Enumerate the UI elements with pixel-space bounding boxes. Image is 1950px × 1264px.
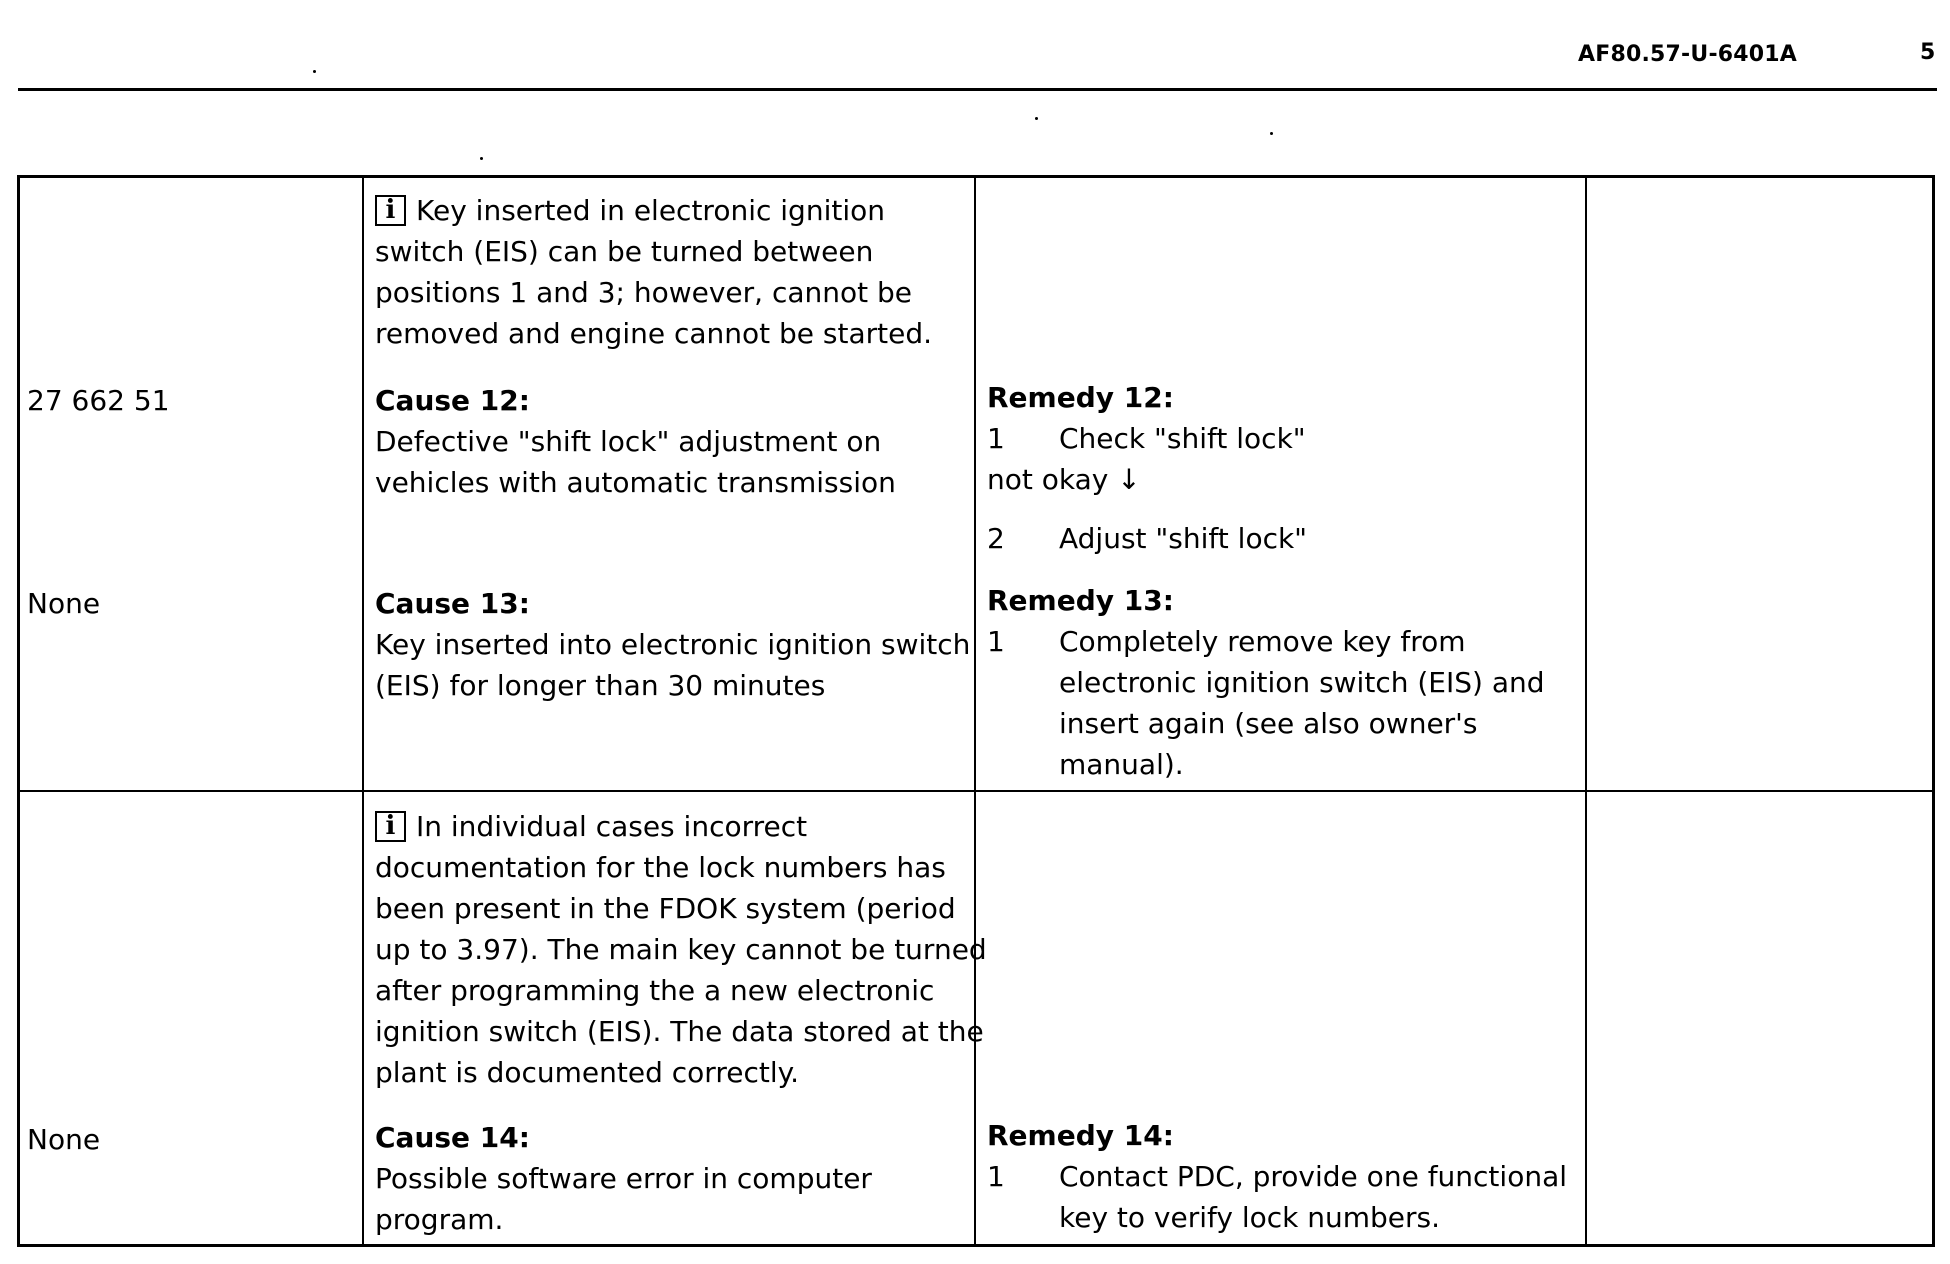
cause-13 [375, 583, 970, 706]
step-number: 1 [987, 1160, 1005, 1193]
info-note-line: after programming the a new electronic [375, 974, 935, 1007]
scan-speck [1035, 117, 1038, 120]
info-icon: i [375, 811, 406, 842]
remedy-12-not-okay: not okay ↓ [987, 463, 1141, 496]
cause-12 [375, 380, 896, 503]
info-note-line: documentation for the lock numbers has [375, 851, 946, 884]
remedy-13-title: Remedy 13: [987, 584, 1174, 617]
page-number: 5 [1920, 40, 1936, 65]
info-note-line: In individual cases incorrect [416, 810, 808, 843]
header-divider [18, 88, 1937, 91]
remedy-14 [987, 1115, 1567, 1238]
scan-speck [313, 70, 316, 73]
cause-12-line: Defective "shift lock" adjustment on [375, 425, 882, 458]
remedy-14-step-1 [987, 1156, 1567, 1238]
info-note-line: removed and engine cannot be started. [375, 317, 933, 350]
info-note-line: Key inserted in electronic ignition [416, 194, 885, 227]
cause-12-line: vehicles with automatic transmission [375, 466, 896, 499]
cause-13-title: Cause 13: [375, 587, 530, 620]
scan-speck [480, 157, 483, 160]
info-note-line: up to 3.97). The main key cannot be turned [375, 933, 987, 966]
info-note-1 [375, 190, 932, 354]
info-icon: i [375, 195, 406, 226]
remedy-12-step-2 [987, 518, 1307, 559]
cause-14-line: Possible software error in computer [375, 1162, 872, 1195]
remedy-13-step-1 [987, 621, 1545, 785]
cause-13-line: (EIS) for longer than 30 minutes [375, 669, 826, 702]
column-divider [1585, 175, 1587, 1247]
cause-12-ref: 27 662 51 [27, 384, 170, 417]
remedy-14-title: Remedy 14: [987, 1119, 1174, 1152]
cause-13-ref: None [27, 587, 101, 620]
step-number: 1 [987, 625, 1005, 658]
cause-14-ref: None [27, 1123, 101, 1156]
info-note-line: switch (EIS) can be turned between [375, 235, 874, 268]
remedy-13 [987, 580, 1545, 785]
step-number: 2 [987, 522, 1005, 555]
remedy-12-step-1 [987, 418, 1306, 459]
document-code: AF80.57-U-6401A [1578, 42, 1798, 67]
info-note-line: positions 1 and 3; however, cannot be [375, 276, 913, 309]
cause-14 [375, 1117, 872, 1240]
cause-14-line: program. [375, 1203, 504, 1236]
column-divider [362, 175, 364, 1247]
info-note-2 [375, 806, 987, 1093]
remedy-12 [987, 377, 1306, 500]
step-number: 1 [987, 422, 1005, 455]
info-note-line: been present in the FDOK system (period [375, 892, 956, 925]
step-text: Contact PDC, provide one functional key to verify lock numbers. [1059, 1160, 1568, 1234]
cause-13-line: Key inserted into electronic ignition switch [375, 628, 971, 661]
info-note-line: ignition switch (EIS). The data stored at the [375, 1015, 984, 1048]
row-divider [17, 790, 1935, 792]
step-text: Check "shift lock" [1059, 422, 1306, 455]
scan-speck [1270, 132, 1273, 135]
step-text: Adjust "shift lock" [1059, 522, 1308, 555]
step-text: Completely remove key from electronic ignition switch (EIS) and insert again (see also owner's manual). [1059, 625, 1545, 781]
cause-12-title: Cause 12: [375, 384, 530, 417]
cause-14-title: Cause 14: [375, 1121, 530, 1154]
remedy-12-title: Remedy 12: [987, 381, 1174, 414]
info-note-line: plant is documented correctly. [375, 1056, 800, 1089]
